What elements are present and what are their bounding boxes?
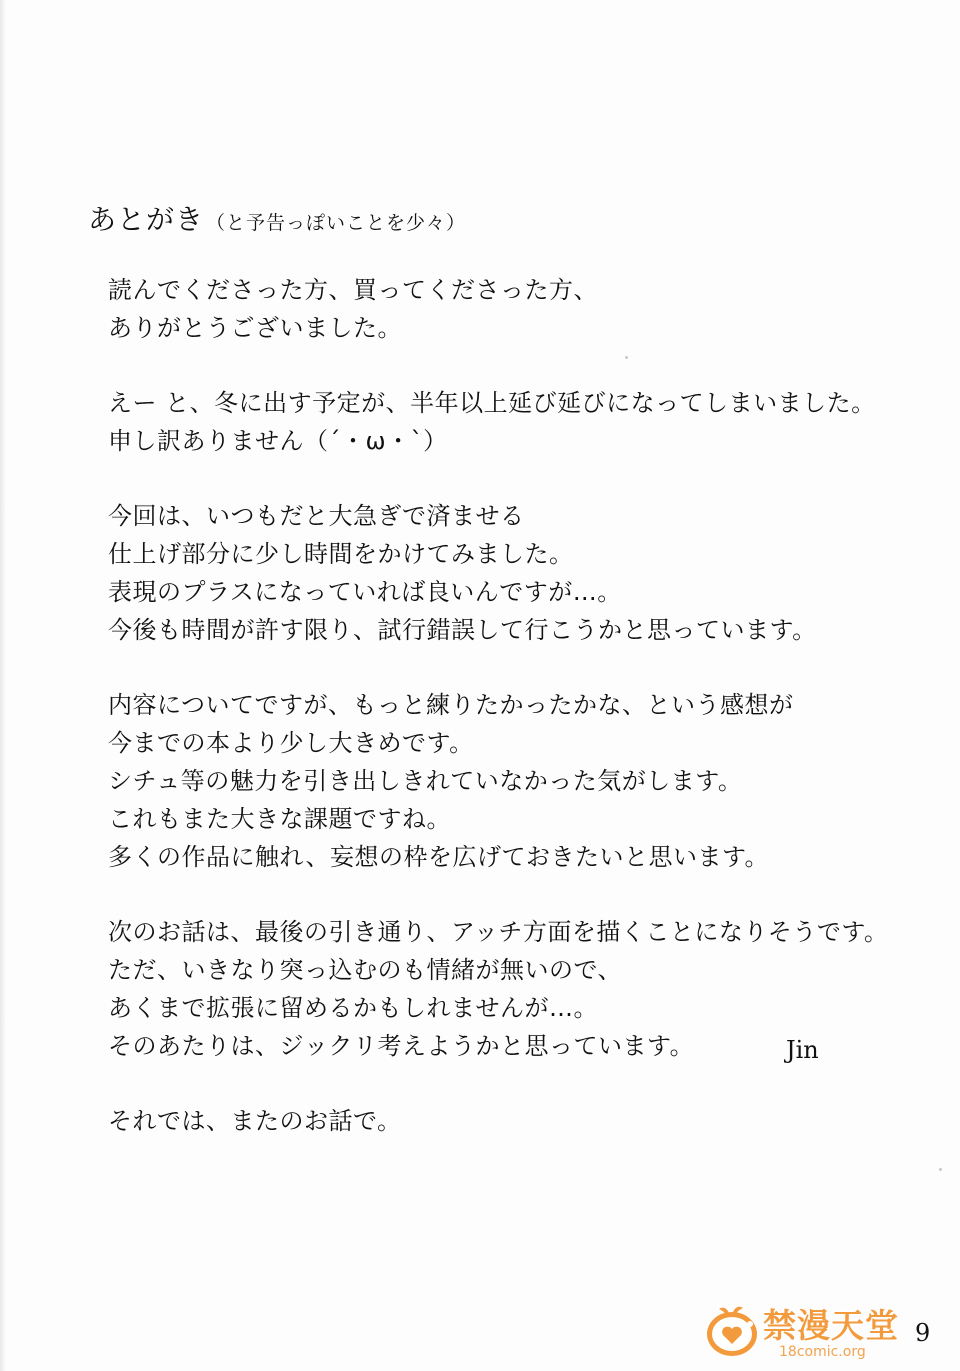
author-signature: Jin	[786, 1036, 819, 1064]
text-line: ありがとうございました。	[108, 314, 402, 342]
text-line: 仕上げ部分に少し時間をかけてみました。	[108, 540, 574, 568]
watermark-url: 18comic.org	[779, 1344, 866, 1360]
scan-edge-shadow	[0, 0, 6, 1371]
text-line: 読んでくださった方、買ってくださった方、	[108, 276, 598, 304]
text-line: 表現のプラスになっていれば良いんですが…。	[108, 578, 622, 606]
text-line: あくまで拡張に留めるかもしれませんが…。	[108, 994, 598, 1022]
scan-speck	[939, 1168, 942, 1171]
text-line: 次のお話は、最後の引き通り、アッチ方面を描くことになりそうです。	[108, 918, 889, 946]
paragraph-finishing	[108, 497, 928, 649]
text-line: 今回は、いつもだと大急ぎで済ませる	[108, 502, 525, 530]
text-line: えー と、冬に出す予定が、半年以上延び延びになってしまいました。	[108, 389, 876, 417]
afterword-subtitle: （と予告っぽいことを少々）	[206, 212, 467, 234]
paragraph-closing	[108, 1102, 928, 1140]
paragraph-thanks	[108, 271, 928, 347]
text-line: 内容についてですが、もっと練りたかったかな、という感想が	[108, 691, 794, 719]
text-line: そのあたりは、ジックリ考えようかと思っています。	[108, 1032, 695, 1060]
text-line: 申し訳ありません（´・ω・`）	[108, 427, 448, 455]
text-line: シチュ等の魅力を引き出しきれていなかった気がします。	[108, 767, 743, 795]
text-line: 今までの本より少し大きめです。	[108, 729, 474, 757]
paragraph-content	[108, 686, 928, 876]
afterword-heading	[88, 198, 466, 238]
text-line: それでは、またのお話で。	[108, 1107, 402, 1135]
page-number: 9	[915, 1319, 931, 1347]
paragraph-delay	[108, 384, 928, 460]
afterword-title: あとがき	[88, 203, 205, 236]
orange-bird-heart-icon	[703, 1302, 761, 1360]
watermark-title: 禁漫天堂	[763, 1306, 899, 1345]
site-watermark[interactable]	[703, 1298, 918, 1364]
text-line: ただ、いきなり突っ込むのも情緒が無いので、	[108, 956, 623, 984]
scan-speck	[625, 356, 628, 359]
text-line: 多くの作品に触れ、妄想の枠を広げておきたいと思います。	[108, 843, 770, 871]
text-line: 今後も時間が許す限り、試行錯誤して行こうかと思っています。	[108, 616, 817, 644]
text-line: これもまた大きな課題ですね。	[108, 805, 451, 833]
